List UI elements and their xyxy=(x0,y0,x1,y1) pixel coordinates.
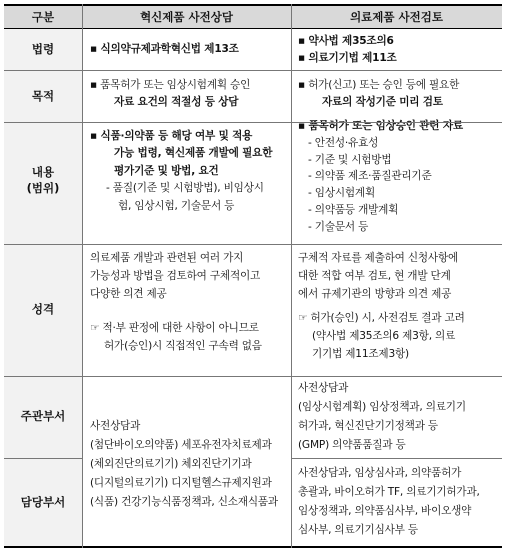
scope-review-line: ▪ 품목허가 또는 임상승인 관련 자료 xyxy=(298,120,463,132)
scope-review xyxy=(298,118,463,236)
scope-review-line: - 안전성·유효성 xyxy=(308,136,379,149)
dept-sub-label-cell xyxy=(4,458,82,548)
law-label: 법령 xyxy=(31,42,55,56)
purpose-label-cell xyxy=(4,70,82,122)
law-review xyxy=(298,33,397,68)
header-label: 구분 xyxy=(31,10,55,24)
dept-review-sub-line: 사전상담과, 임상심사과, 의약품허가 xyxy=(298,467,462,479)
dept-review-sub-line: 심사부, 의료기기심사부 등 xyxy=(298,524,418,536)
dept-review-sub-line: 임상정책과, 의약품심사부, 바이오생약 xyxy=(298,505,472,517)
law-consult-line: ▪ 식의약규제과학혁신법 제13조 xyxy=(90,43,239,55)
dept-review-main-line: 허가과, 혁신진단기기정책과 등 xyxy=(298,420,438,432)
dept-main-label-cell xyxy=(4,376,82,458)
dept-review-main-line: (임상시험계획) 임상정책과, 의료기기 xyxy=(298,401,466,413)
col-divider xyxy=(291,4,292,548)
nature-consult-line: 허가(승인)시 직접적인 구속력 없음 xyxy=(104,340,262,352)
row-divider xyxy=(4,122,502,123)
purpose-consult-line: ▪ 품목허가 또는 임상시험계획 승인 xyxy=(90,79,251,91)
purpose-review-line: 자료의 작성기준 미리 검토 xyxy=(322,96,443,109)
dept-consult-line: (디지털의료기기) 디지털헬스규제지원과 xyxy=(90,477,272,489)
scope-label: 내용 xyxy=(31,165,55,179)
scope-review-line: - 의약품 제조·품질관리기준 xyxy=(308,170,432,183)
dept-consult-line: (첨단바이오의약품) 세포유전자치료제과 xyxy=(90,439,272,451)
row-divider xyxy=(4,244,502,245)
scope-review-line: - 기준 및 시험방법 xyxy=(308,153,392,166)
scope-review-line: - 기술문서 등 xyxy=(308,220,369,233)
scope-review-line: - 임상시험계획 xyxy=(308,187,375,200)
header-review-cell xyxy=(291,4,502,28)
nature-consult xyxy=(90,249,262,355)
dept-consult-line: 사전상담과 xyxy=(90,420,141,432)
scope-label-cell xyxy=(4,122,82,244)
dept-left-divider xyxy=(4,458,82,459)
scope-consult-line: 험, 임상시험, 기술문서 등 xyxy=(118,199,235,212)
nature-review-line: 구체적 자료를 제출하여 신청사항에 xyxy=(298,252,459,264)
nature-review xyxy=(298,249,465,363)
dept-review-main xyxy=(298,379,466,455)
purpose-label: 목적 xyxy=(31,89,55,103)
nature-consult-line: ☞ 적·부 판정에 대한 사항이 아니므로 xyxy=(90,322,259,334)
nature-label-cell xyxy=(4,244,82,376)
purpose-review xyxy=(298,77,459,112)
nature-review-line: (약사법 제35조의6 제3항, 의료 xyxy=(312,330,456,342)
dept-review-sub-line: 총괄과, 바이오허가 TF, 의료기기허가과, xyxy=(298,486,480,498)
header-review: 의료제품 사전검토 xyxy=(350,10,443,24)
row-divider xyxy=(4,376,502,377)
header-bottom-border xyxy=(4,28,502,29)
scope-label-sub: (범위) xyxy=(26,181,60,195)
scope-consult-line: - 품질(기준 및 시험방법), 비임상시 xyxy=(106,182,264,195)
dept-right-divider xyxy=(291,458,502,459)
law-label-cell xyxy=(4,28,82,70)
dept-consult xyxy=(90,417,278,512)
purpose-consult xyxy=(90,77,250,112)
header-consult: 혁신제품 사전상담 xyxy=(140,10,233,24)
dept-sub-label: 담당부서 xyxy=(20,495,66,509)
dept-review-main-line: (GMP) 의약품품질과 등 xyxy=(298,439,406,451)
law-consult xyxy=(90,41,239,58)
row-divider xyxy=(4,70,502,71)
law-review-line: ▪ 의료기기법 제11조 xyxy=(298,52,397,65)
nature-review-line: 기기법 제11조제3항) xyxy=(312,348,409,360)
nature-review-line: ☞ 허가(승인) 시, 사전검토 결과 고려 xyxy=(298,312,465,324)
nature-consult-line: 가능성과 방법을 검토하여 구체적이고 xyxy=(90,270,261,282)
nature-label: 성격 xyxy=(31,302,55,316)
purpose-review-line: ▪ 허가(신고) 또는 승인 등에 필요한 xyxy=(298,79,460,91)
nature-consult-line: 다양한 의견 제공 xyxy=(90,288,167,300)
scope-consult-line: ▪ 식품·의약품 등 해당 여부 및 적용 xyxy=(90,130,253,142)
scope-consult-line: 가능 법령, 혁신제품 개발에 필요한 xyxy=(114,147,273,160)
nature-review-line: 대한 적합 여부 검토, 현 개발 단계 xyxy=(298,270,451,282)
scope-review-line: - 의약품등 개발계획 xyxy=(308,203,399,216)
header-label-cell xyxy=(4,4,82,28)
dept-main-label: 주관부서 xyxy=(20,409,66,423)
dept-consult-line: (체외진단의료기기) 체외진단기기과 xyxy=(90,458,252,470)
dept-review-main-line: 사전상담과 xyxy=(298,382,349,394)
purpose-consult-line: 자료 요건의 적절성 등 상담 xyxy=(114,96,239,109)
comparison-table xyxy=(4,4,502,548)
law-review-line: ▪ 약사법 제35조의6 xyxy=(298,35,394,47)
scope-consult xyxy=(90,128,272,215)
scope-consult-line: 평가기준 및 방법, 요건 xyxy=(114,164,219,177)
col-divider xyxy=(82,4,83,548)
table-bottom-border xyxy=(4,546,502,548)
dept-review-sub xyxy=(298,464,480,540)
table-top-border xyxy=(4,4,502,6)
header-consult-cell xyxy=(82,4,291,28)
nature-consult-line: 의료제품 개발과 관련된 여러 가지 xyxy=(90,252,244,264)
nature-review-line: 에서 규제기관의 방향과 의견 제공 xyxy=(298,288,452,300)
dept-consult-line: (식품) 건강기능식품정책과, 신소재식품과 xyxy=(90,496,278,508)
